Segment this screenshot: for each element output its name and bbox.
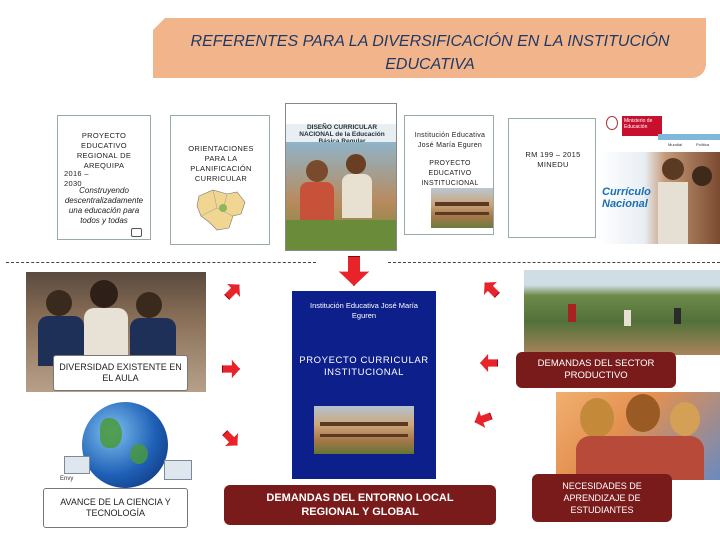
doc-orientaciones <box>170 115 270 245</box>
arrow-icon <box>471 407 494 430</box>
globe-illustration <box>60 398 200 493</box>
title-line-1: REFERENTES PARA LA DIVERSIFICACIÓN EN LA INSTITUCIÓN <box>190 33 670 50</box>
arrow-down-icon <box>339 256 369 286</box>
globe-icon <box>82 402 168 488</box>
globe-caption: Envy <box>60 476 74 482</box>
doc-pei-title: PROYECTO EDUCATIVO INSTITUCIONAL <box>421 160 479 187</box>
center-panel-pci <box>292 291 436 479</box>
doc-pei-school: Institución Educativa José María Eguren <box>414 132 486 149</box>
separator-right <box>388 262 720 263</box>
label-avance: AVANCE DE LA CIENCIA Y TECNOLOGÍA <box>43 488 188 528</box>
regional-logo <box>131 228 142 237</box>
separator-left <box>6 262 316 263</box>
doc-rm <box>508 118 596 238</box>
label-diversidad: DIVERSIDAD EXISTENTE EN EL AULA <box>53 355 188 391</box>
label-demandas-productivo: DEMANDAS DEL SECTOR PRODUCTIVO <box>516 352 676 388</box>
peru-seal-icon <box>606 116 618 130</box>
students-photo <box>556 392 720 480</box>
doc-curriculo <box>598 112 720 244</box>
farm-field-photo <box>524 270 720 355</box>
center-school: Institución Educativa José María Eguren <box>310 301 418 320</box>
doc-regional-years: 2016 – 2030 <box>64 169 89 188</box>
arrow-icon <box>480 354 498 372</box>
doc-regional <box>57 115 151 240</box>
doc-orientaciones-text: ORIENTACIONES PARA LA PLANIFICACIÓN CURRICULAR <box>188 144 254 183</box>
curriculo-tab-2: Política <box>696 142 710 147</box>
dcn-title: DISEÑO CURRICULAR NACIONAL de la Educación <box>299 124 385 138</box>
doc-rm-text: RM 199 – 2015 MINEDU <box>525 150 581 169</box>
map-icon <box>193 186 251 234</box>
doc-pei <box>404 115 494 235</box>
laptop-icon <box>64 456 90 474</box>
school-building-photo <box>431 188 493 228</box>
label-necesidades: NECESIDADES DE APRENDIZAJE DE ESTUDIANTES <box>532 474 672 522</box>
center-building-photo <box>314 406 414 454</box>
computer-icon <box>164 460 192 480</box>
arrow-icon <box>222 360 240 378</box>
dcn-photo <box>286 142 397 251</box>
label-demandas-entorno: DEMANDAS DEL ENTORNO LOCAL REGIONAL Y GLOBAL <box>224 485 496 525</box>
curriculo-tab-1: Mundial <box>668 142 683 147</box>
slide-title <box>160 30 700 76</box>
arrow-icon <box>220 278 245 303</box>
arrow-icon <box>218 426 243 451</box>
title-line-2: EDUCATIVA <box>385 56 475 73</box>
center-title: PROYECTO CURRICULAR INSTITUCIONAL <box>299 355 429 378</box>
doc-regional-heading: PROYECTO EDUCATIVO REGIONAL DE AREQUIPA <box>76 131 132 170</box>
ministry-badge: Ministerio de Educación <box>622 116 662 136</box>
arrow-icon <box>478 276 503 301</box>
curriculo-title: Currículo Nacional <box>602 186 651 210</box>
doc-regional-slogan: Construyendo descentralizadamente una educación para todos y todas <box>64 186 144 225</box>
doc-dcn <box>285 103 397 251</box>
dcn-header <box>286 104 397 124</box>
